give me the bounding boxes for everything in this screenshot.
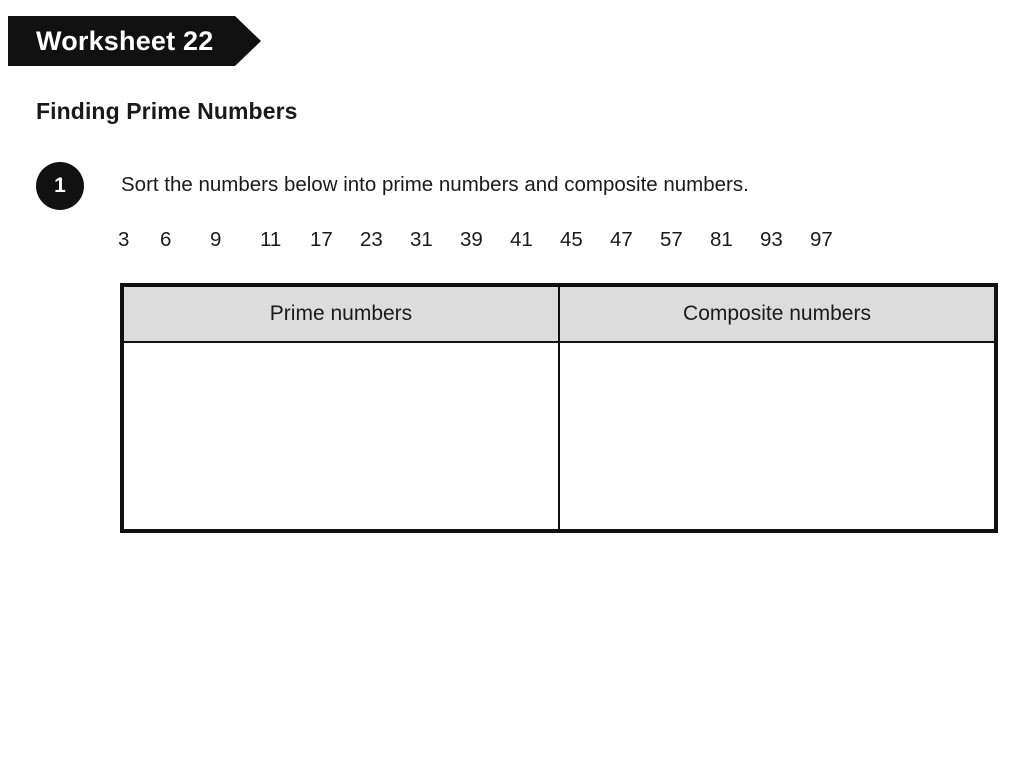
number-item: 39: [460, 228, 483, 251]
page-title: Finding Prime Numbers: [36, 98, 298, 124]
number-item: 3: [118, 228, 130, 251]
table-row: [123, 342, 995, 530]
number-item: 47: [610, 228, 633, 251]
number-item: 6: [160, 228, 172, 251]
number-item: 23: [360, 228, 383, 251]
sorting-table: [120, 283, 998, 533]
number-item: 17: [310, 228, 333, 251]
question-text: Sort the numbers below into prime numbers and composite numbers.: [121, 173, 749, 196]
worksheet-title: Worksheet 22: [36, 25, 214, 56]
number-strip: [118, 228, 860, 252]
number-item: 11: [260, 228, 282, 251]
banner-arrow-shape: [235, 16, 261, 66]
number-item: 97: [810, 228, 833, 251]
worksheet-banner-body: [8, 16, 235, 66]
number-item: 31: [410, 228, 433, 251]
number-item: 57: [660, 228, 683, 251]
worksheet-banner: [8, 16, 261, 66]
number-item: 9: [210, 228, 222, 251]
answer-cell-composite[interactable]: [559, 342, 995, 530]
table-header-row: [123, 286, 995, 342]
answer-cell-prime[interactable]: [123, 342, 559, 530]
number-item: 93: [760, 228, 783, 251]
number-item: 41: [510, 228, 533, 251]
question-number-badge: 1: [36, 162, 84, 210]
number-item: 81: [710, 228, 733, 251]
column-header-composite: Composite numbers: [559, 286, 995, 342]
column-header-prime: Prime numbers: [123, 286, 559, 342]
number-item: 45: [560, 228, 583, 251]
